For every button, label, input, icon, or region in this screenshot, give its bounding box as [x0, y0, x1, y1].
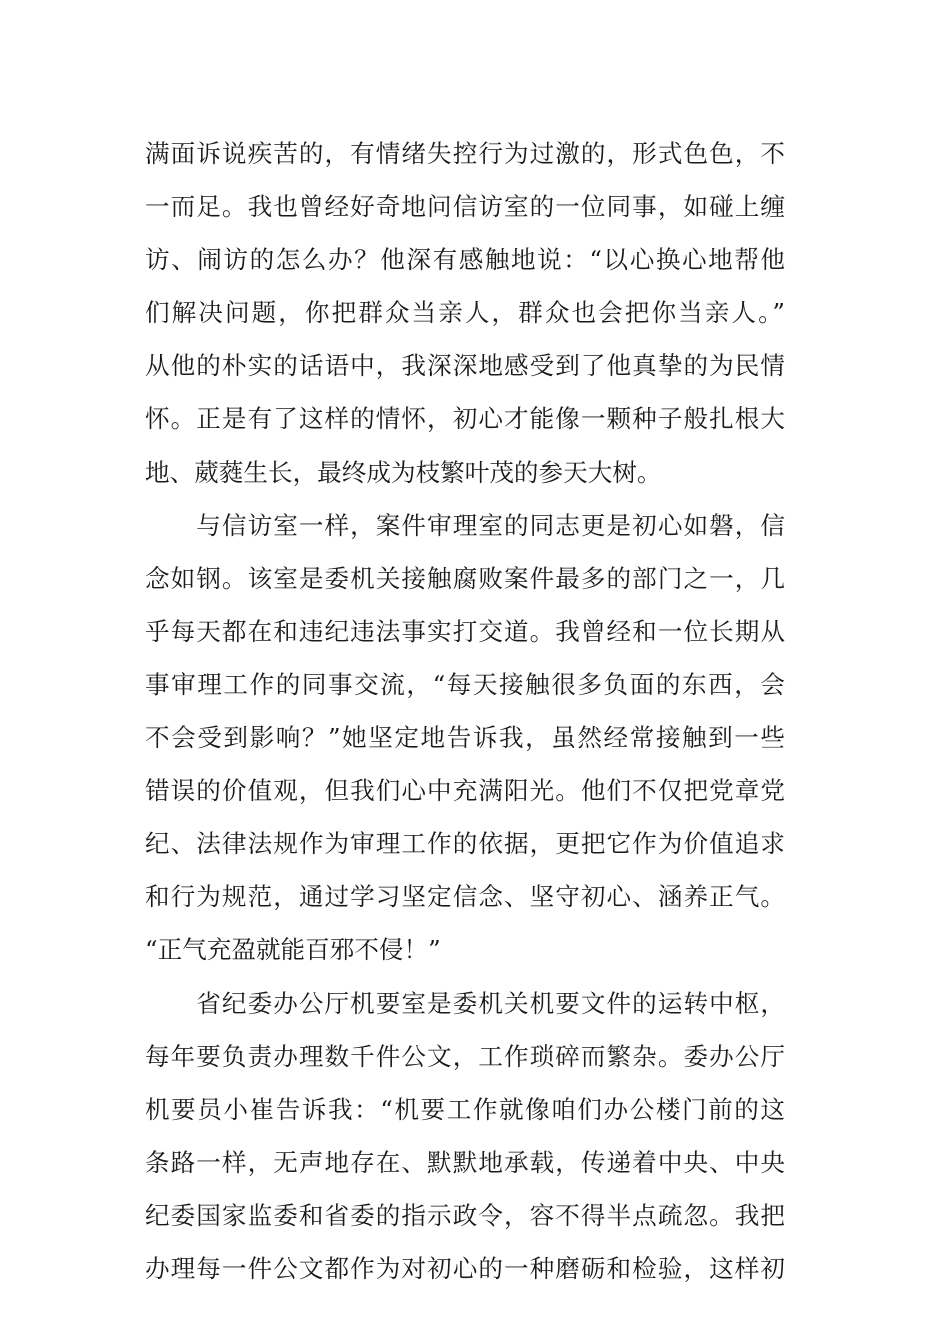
text-line: 纪、法律法规作为审理工作的依据，更把它作为价值追求	[145, 829, 785, 859]
text-line: 访、闹访的怎么办？他深有感触地说：“以心换心地帮他	[145, 245, 785, 275]
text-line: 从他的朴实的话语中，我深深地感受到了他真挚的为民情	[145, 351, 785, 381]
text-line: 不会受到影响？”她坚定地告诉我，虽然经常接触到一些	[145, 723, 785, 753]
text-line: 念如钢。该室是委机关接触腐败案件最多的部门之一，几	[145, 563, 785, 593]
text-line: 省纪委办公厅机要室是委机关机要文件的运转中枢，	[145, 988, 785, 1018]
text-line: 每年要负责办理数千件公文，工作琐碎而繁杂。委办公厅	[145, 1041, 785, 1071]
text-line: 与信访室一样，案件审理室的同志更是初心如磐，信	[145, 510, 785, 540]
text-line: 们解决问题，你把群众当亲人，群众也会把你当亲人。”	[145, 298, 785, 328]
text-line: 乎每天都在和违纪违法事实打交道。我曾经和一位长期从	[145, 616, 785, 646]
text-line: 满面诉说疾苦的，有情绪失控行为过激的，形式色色，不	[145, 139, 785, 168]
text-line: 纪委国家监委和省委的指示政令，容不得半点疏忽。我把	[145, 1200, 785, 1230]
document-text-body	[145, 127, 785, 1295]
text-line: 办理每一件公文都作为对初心的一种磨砺和检验，这样初	[145, 1253, 785, 1283]
text-line: 和行为规范，通过学习坚定信念、坚守初心、涵养正气。	[145, 882, 785, 912]
text-line: 错误的价值观，但我们心中充满阳光。他们不仅把党章党	[145, 776, 785, 806]
text-line: 机要员小崔告诉我：“机要工作就像咱们办公楼门前的这	[145, 1094, 785, 1124]
text-line: 怀。正是有了这样的情怀，初心才能像一颗种子般扎根大	[145, 404, 785, 434]
text-line: “正气充盈就能百邪不侵！”	[145, 935, 441, 965]
text-line: 事审理工作的同事交流，“每天接触很多负面的东西，会	[145, 669, 785, 699]
text-line: 地、葳蕤生长，最终成为枝繁叶茂的参天大树。	[145, 457, 662, 487]
text-line: 一而足。我也曾经好奇地问信访室的一位同事，如碰上缠	[145, 192, 785, 222]
text-line: 条路一样，无声地存在、默默地承载，传递着中央、中央	[145, 1147, 785, 1177]
